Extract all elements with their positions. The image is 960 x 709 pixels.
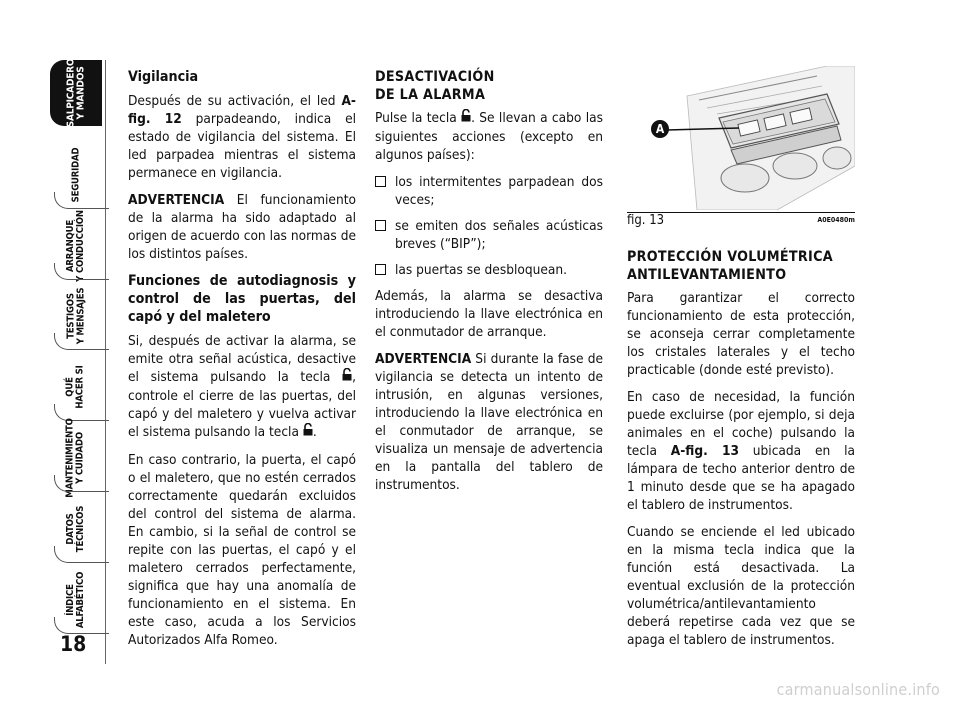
column-2 bbox=[375, 68, 603, 503]
tab-separator bbox=[54, 546, 109, 563]
text: parpadeando, indica el estado de vigilancia del sistema. El led parpadea mientras el sistema permanece en vigilancia. bbox=[128, 111, 356, 181]
checkbox-bullet-icon bbox=[375, 264, 386, 275]
paragraph bbox=[375, 350, 603, 494]
heading-funciones: Funciones de autodiagnosis y control de las puertas, del capó y del maletero bbox=[128, 273, 356, 325]
tab-label: SEGURIDAD bbox=[70, 147, 81, 203]
text: Pulse la tecla bbox=[375, 110, 462, 126]
callout-a: A bbox=[651, 120, 669, 138]
text: El funcionamiento de la alarma ha sido adaptado al origen de acuerdo con las normas de los distintos países. bbox=[128, 192, 356, 262]
sidebar-divider bbox=[105, 60, 106, 664]
unlock-icon bbox=[342, 368, 352, 387]
column-1 bbox=[128, 68, 356, 658]
paragraph: Cuando se enciende el led ubicado en la misma tecla indica que la función está desactivada. La eventual exclusión de la protección volumétrica/antilevantamiento deberá repetirse cada vez que se apaga el tablero de instrumentos. bbox=[627, 524, 855, 648]
paragraph bbox=[128, 332, 356, 442]
paragraph bbox=[128, 191, 356, 263]
text: . bbox=[312, 424, 317, 440]
checkbox-bullet-icon bbox=[375, 176, 386, 187]
list-item bbox=[375, 217, 603, 253]
column-3 bbox=[627, 68, 855, 658]
warning-label: ADVERTENCIA bbox=[375, 351, 472, 367]
text: . Se llevan a cabo las siguientes acciones (excepto en algunos países): bbox=[375, 110, 603, 163]
checkbox-bullet-icon bbox=[375, 220, 386, 231]
text: los intermitentes parpadean dos veces; bbox=[395, 174, 603, 208]
figure-13 bbox=[627, 66, 855, 228]
bullet-list bbox=[375, 173, 603, 279]
tab-salpicadero[interactable] bbox=[50, 60, 102, 126]
roof-lamp-illustration bbox=[627, 66, 855, 210]
paragraph: En caso contrario, la puerta, el capó o el maletero, que no estén cerrados correctamente quedarán excluidos del control del sistema de alarma. En cambio, si la señal de control se repite con las puertas, el capó y el maletero cerrados perfectamente, significa que hay una anomalía de funcionamiento en el sistema. En este caso, acuda a los Servicios Autorizados Alfa Romeo. bbox=[128, 452, 356, 648]
unlock-icon bbox=[461, 109, 471, 128]
tab-label: QUÉ HACER SI bbox=[64, 365, 86, 409]
text: Después de su activación, el led bbox=[128, 93, 342, 109]
paragraph: Además, la alarma se desactiva introduciendo la llave electrónica en el conmutador de arranque. bbox=[375, 288, 603, 340]
paragraph bbox=[627, 388, 855, 514]
warning-label: ADVERTENCIA bbox=[128, 192, 225, 208]
text: ubicada en la lámpara de techo anterior dentro de 1 minuto desde que se ha apagado el tablero de instrumentos. bbox=[627, 443, 855, 513]
page-number: 18 bbox=[60, 632, 87, 656]
list-item bbox=[375, 173, 603, 209]
heading-proteccion: PROTECCIÓN VOLUMÉTRICA ANTILEVANTAMIENTO bbox=[627, 249, 833, 283]
figure-caption: fig. 13 bbox=[627, 213, 665, 228]
tab-separator bbox=[54, 263, 109, 280]
tab-label: SALPICADERO Y MANDOS bbox=[65, 58, 87, 128]
heading-vigilancia: Vigilancia bbox=[128, 69, 199, 85]
tab-label: ÍNDICE ALFABÉTICO bbox=[65, 571, 87, 629]
figure-reference: A-fig. 13 bbox=[670, 443, 739, 459]
list-item bbox=[375, 261, 603, 279]
figure-reference: A-fig. 12 bbox=[128, 93, 356, 127]
text: Si, después de activar la alarma, se emite otra señal acústica, desactive el sistema pulsando la tecla bbox=[128, 333, 356, 385]
heading-desactivacion: DESACTIVACIÓN DE LA ALARMA bbox=[375, 69, 495, 103]
text: las puertas se desbloquean. bbox=[395, 262, 568, 278]
unlock-icon bbox=[303, 423, 313, 442]
tab-label: TESTIGOS Y MENSAJES bbox=[65, 287, 87, 345]
tab-label: MANTENIMIENTO Y CUIDADO bbox=[65, 418, 87, 498]
tab-label: DATOS TÉCNICOS bbox=[65, 505, 86, 553]
tab-separator bbox=[54, 192, 109, 209]
text: se emiten dos señales acústicas breves (“BIP”); bbox=[395, 218, 603, 252]
paragraph bbox=[375, 109, 603, 164]
text: En caso de necesidad, la función puede excluirse (por ejemplo, si deja animales en el coche) pulsando la tecla bbox=[627, 389, 855, 459]
watermark: carmanualsonline.info bbox=[776, 680, 940, 699]
paragraph bbox=[128, 92, 356, 182]
text: , controle el cierre de las puertas, del capó y del maletero y vuelva activar el sistema pulsando la tecla bbox=[128, 369, 356, 440]
text: Si durante la fase de vigilancia se detecta un intento de intrusión, en algunas versiones, introduciendo la llave electrónica en el conmutador de arranque, se visualiza un mensaje de advertencia en la pantalla del tablero de instrumentos. bbox=[375, 351, 603, 493]
paragraph: Para garantizar el correcto funcionamiento de esta protección, se aconseja cerrar completamente los cristales laterales y el techo practicable (donde esté previsto). bbox=[627, 290, 855, 378]
section-tabs bbox=[50, 60, 106, 660]
figure-code: A0E0480m bbox=[817, 216, 855, 224]
tab-label: ARRANQUE Y CONDUCCIÓN bbox=[65, 210, 86, 282]
tab-separator bbox=[54, 333, 109, 350]
tab-separator bbox=[54, 475, 109, 492]
